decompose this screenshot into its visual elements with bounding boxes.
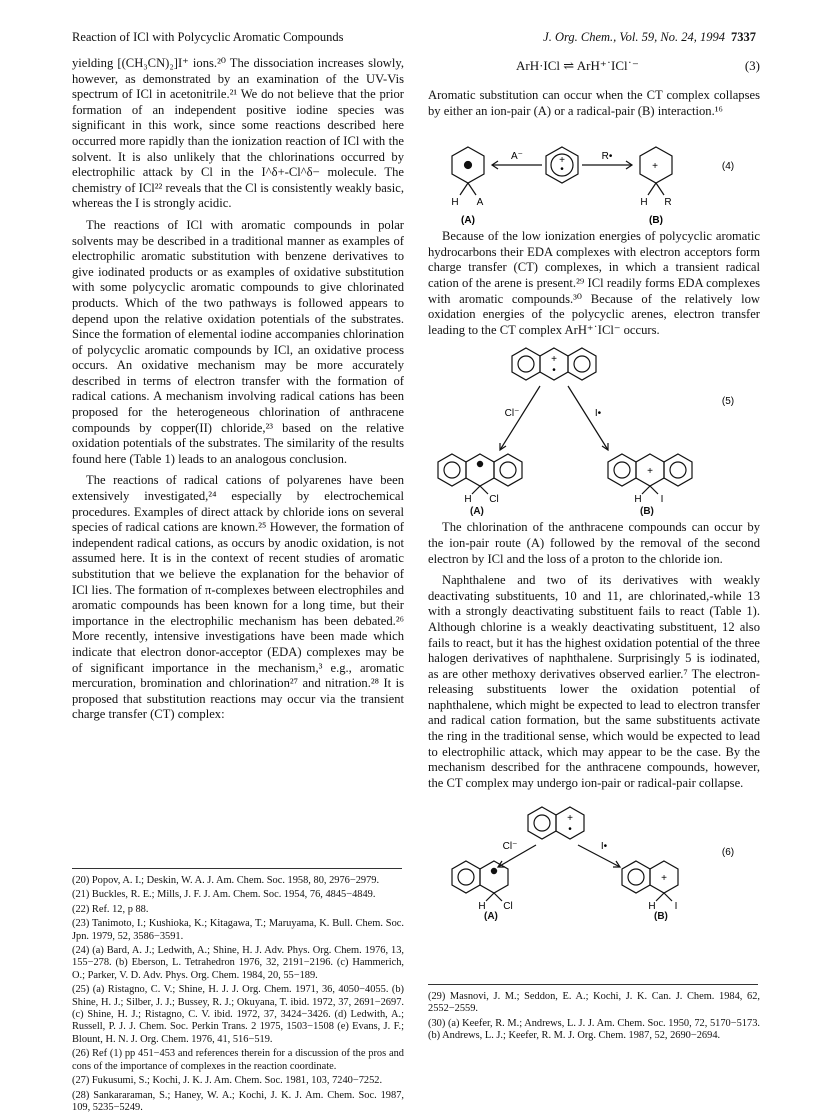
svg-text:+: + xyxy=(559,155,565,167)
scheme-5-number: (5) xyxy=(721,396,735,408)
scheme-6-number: (6) xyxy=(721,847,735,859)
svg-text:+: + xyxy=(551,354,557,366)
scheme-4-drawing xyxy=(428,125,760,229)
scheme-4-number: (4) xyxy=(721,161,735,173)
running-header-journal xyxy=(543,30,756,45)
footnotes-left xyxy=(72,868,404,1116)
label-a: (A) xyxy=(461,215,475,227)
paragraph-1: yielding [(CH₃CN)₂]I⁺ ions.²⁰ The dissociation increases slowly, however, as demonstrated by an examination of the UV-Vis spectrum of ICl in acetonitrile.²¹ We do not believe that the prior formation of an independent positive iodine species was significant in this work, since some reactions described here occurred more rapidly than the ionization reaction of ICl with the solvent. It is also unlikely that the chlorinations occurred by electrophilic attack by Cl in the I^δ+-Cl^δ− molecule. The chemistry of ICl²² reveals that the Cl is consistently weakly basic, whereas the I is strongly acidic. xyxy=(72,56,404,211)
reagent-chloride: Cl⁻ xyxy=(502,841,518,853)
footnote: (29) Masnovi, J. M.; Seddon, E. A.; Kochi, J. K. Can. J. Chem. 1984, 62, 2552−2559. xyxy=(428,991,760,1015)
scheme-6 xyxy=(428,797,760,923)
reagent-anion: A⁻ xyxy=(511,151,523,163)
svg-text:•: • xyxy=(568,824,572,836)
running-header-title: Reaction of ICl with Polycyclic Aromatic Compounds xyxy=(72,30,344,44)
svg-text:H: H xyxy=(640,197,648,209)
svg-text:H: H xyxy=(451,197,459,209)
paragraph-7: Naphthalene and two of its derivatives with weakly deactivating substituents, 10 and 11, are chlorinated,-while 13 with a strongly deactivating substituent fails to react (Table 1). Although chlorine is a weakly deactivating substituent, 12 also fails to react, but it has the highest oxidation potential of the three halogen derivatives of naphthalene. Surprisingly 5 is iodinated, as are other methoxy derivatives observed earlier.⁷ The electron-releasing substituents lower the oxidation potential of naphthalene, which might be expected to lead to electron transfer and radical cation formation, but the same substituents activate the ring in the traditional sense, which would be expected to lead to electrophilic attack, which may appear to be the case. By the mechanism described for the anthracene compounds, however, the CT complex may undergo ion-pair or radical-pair collapse. xyxy=(428,573,760,790)
svg-text:I: I xyxy=(674,901,678,910)
footnote: (20) Popov, A. I.; Deskin, W. A. J. Am. Chem. Soc. 1958, 80, 2976−2979. xyxy=(72,875,380,886)
equation-3 xyxy=(428,56,760,80)
svg-text:Cl: Cl xyxy=(503,901,513,910)
journal-citation: J. Org. Chem., Vol. 59, No. 24, 1994 xyxy=(543,30,725,44)
paragraph-6: The chlorination of the anthracene compounds can occur by the ion-pair route (A) followed by the removal of the second electron by ICl and the loss of a proton to the chloride ion. xyxy=(428,520,760,566)
paragraph-3: The reactions of radical cations of polyarenes have been extensively investigated,²⁴ especially by electrochemical procedures. Examples of direct attack by chloride ions on several species of radical cations are known.²⁵ However, the formation of independent radical cations, as occurs by anodic oxidation, is not assumed here. It is in the context of recent studies of aromatic substitution that we believe the explanation for the behavior of ICl lies. The formation of π-complexes between electrophiles and aromatic compounds has been known for a long time, but their importance in the electrophilic mechanism has been debated.²⁶ More recently, intensive investigations have been made which indicate that electron donor-acceptor (EDA) complexes may be of significant importance in the mechanism,³ e.g., aromatic mercuration, bromination and chlorination²⁷ and nitration.²⁸ It is proposed that substitution reactions may occur via the transient charge transfer (CT) complex: xyxy=(72,473,404,722)
left-column xyxy=(72,56,404,729)
footnote: (27) Fukusumi, S.; Kochi, J. K. J. Am. Chem. Soc. 1981, 103, 7240−7252. xyxy=(72,1075,383,1087)
reagent-iodine-radical: I• xyxy=(600,841,608,853)
equation-3-body: ArH·ICl ⇌ ArH⁺˙ICl˙⁻ xyxy=(516,58,639,73)
label-a: (A) xyxy=(484,911,498,923)
paragraph-4: Aromatic substitution can occur when the CT complex collapses by either an ion-pair (A) or a radical-pair (B) interaction.¹⁶ xyxy=(428,88,760,118)
right-column xyxy=(428,56,760,923)
svg-text:H: H xyxy=(478,901,486,910)
paragraph-2: The reactions of ICl with aromatic compounds in polar solvents may be described in a traditional manner as examples of electrophilic aromatic substitution with benzene derivatives to give iodinated products or as examples of oxidative substitution with some polycyclic aromatic compounds to give chlorinated products. Which of the two pathways is followed appears to depend upon the relative oxidation potentials of the substrates. Since the formation of elemental iodine accompanies chlorination of polycyclic aromatic compounds by ICl, an oxidative process occurs. An oxidative mechanism may be more accurately described in terms of electron transfer with the formation of radical cations. A mechanism involving radical cations has been proposed for the heterogeneous chlorination of anthracene compounds by copper(II) chloride,²³ based on the relative oxidation potentials of the substrates. The similarity of the results found here (Table 1) leads to an analogous conclusion. xyxy=(72,217,404,466)
reagent-radical: R• xyxy=(601,151,613,163)
footnote: (23) Tanimoto, I.; Kushioka, K.; Kitagawa, T.; Maruyama, K. Bull. Chem. Soc. Jpn. 1979, 52, 3586−3591. xyxy=(72,918,404,942)
footnote: (22) Ref. 12, p 88. xyxy=(72,903,149,915)
svg-text:H: H xyxy=(464,494,472,505)
scheme-5-drawing xyxy=(428,344,760,504)
footnote-rule xyxy=(72,868,402,869)
label-a: (A) xyxy=(470,506,484,518)
footnote: (28) Sankararaman, S.; Haney, W. A.; Kochi, J. K. J. Am. Chem. Soc. 1987, 109, 5235−5249. xyxy=(72,1089,404,1113)
footnotes-right xyxy=(428,984,760,1045)
svg-text:H: H xyxy=(648,901,656,910)
label-b: (B) xyxy=(640,506,654,518)
svg-text:I: I xyxy=(660,494,664,505)
svg-text:+: + xyxy=(661,873,667,885)
reagent-iodine-radical: I• xyxy=(594,408,602,420)
label-b: (B) xyxy=(649,215,663,227)
page-number: 7337 xyxy=(731,30,756,44)
svg-text:•: • xyxy=(560,164,564,176)
svg-text:+: + xyxy=(652,161,658,173)
footnote: (21) Buckles, R. E.; Mills, J. F. J. Am. Chem. Soc. 1954, 76, 4845−4849. xyxy=(72,889,376,901)
svg-text:•: • xyxy=(552,365,556,377)
svg-text:A: A xyxy=(476,197,484,209)
footnote: (26) Ref (1) pp 451−453 and references therein for a discussion of the pros and cons of the importance of complexes in the reaction coordinate. xyxy=(72,1048,404,1072)
svg-text:Cl: Cl xyxy=(489,494,499,505)
svg-text:+: + xyxy=(647,466,653,478)
scheme-6-drawing xyxy=(428,797,760,909)
paragraph-5: Because of the low ionization energies of polycyclic aromatic hydrocarbons their EDA complexes with electron acceptors form charge transfer (CT) complexes, in which a transient radical cation of the arene is present.²⁹ ICl readily forms EDA complexes with aromatic compounds.³⁰ Because of the relatively low oxidation energies of the polycyclic arenes, electron transfer leading to the CT complex ArH⁺˙ICl⁻ occurs. xyxy=(428,229,760,337)
scheme-5 xyxy=(428,344,760,518)
equation-3-number: (3) xyxy=(744,58,760,73)
footnote: (25) (a) Ristagno, C. V.; Shine, H. J. J. Org. Chem. 1971, 36, 4050−4055. (b) Shine, H. J.; Silber, J. J.; Bussey, R. J.; Okuyana, T. ibid. 1972, 37, 2691−2697. (c) Shine, H. J.; Ristagno, C. V. ibid. 1972, 37, 3424−3426. (d) Ledwith, A.; Russell, P. J. J. Chem. Soc. Perkin Trans. 2 1975, 1503−1508 (e) Evans, J. F.; Blount, H. N. J. Org. Chem. 1976, 41, 516−519. xyxy=(72,984,404,1045)
scheme-4 xyxy=(428,125,760,229)
label-b: (B) xyxy=(654,911,668,923)
footnote: (24) (a) Bard, A. J.; Ledwith, A.; Shine, H. J. Adv. Phys. Org. Chem. 1976, 13, 155−278. (b) Eberson, L. Tetrahedron 1976, 32, 2191−2196. (c) Hammerich, O.; Parker, V. D. Adv. Phys. Org. Chem. 1984, 20, 55−189. xyxy=(72,945,404,981)
footnote: (30) (a) Keefer, R. M.; Andrews, L. J. J. Am. Chem. Soc. 1950, 72, 5170−5173. (b) Andrews, L. J.; Keefer, R. M. J. Org. Chem. 1987, 52, 2690−2694. xyxy=(428,1017,760,1042)
svg-text:R: R xyxy=(664,197,672,209)
svg-text:+: + xyxy=(567,813,573,825)
reagent-chloride: Cl⁻ xyxy=(504,408,520,420)
svg-text:H: H xyxy=(634,494,642,505)
footnote-rule xyxy=(428,984,758,985)
